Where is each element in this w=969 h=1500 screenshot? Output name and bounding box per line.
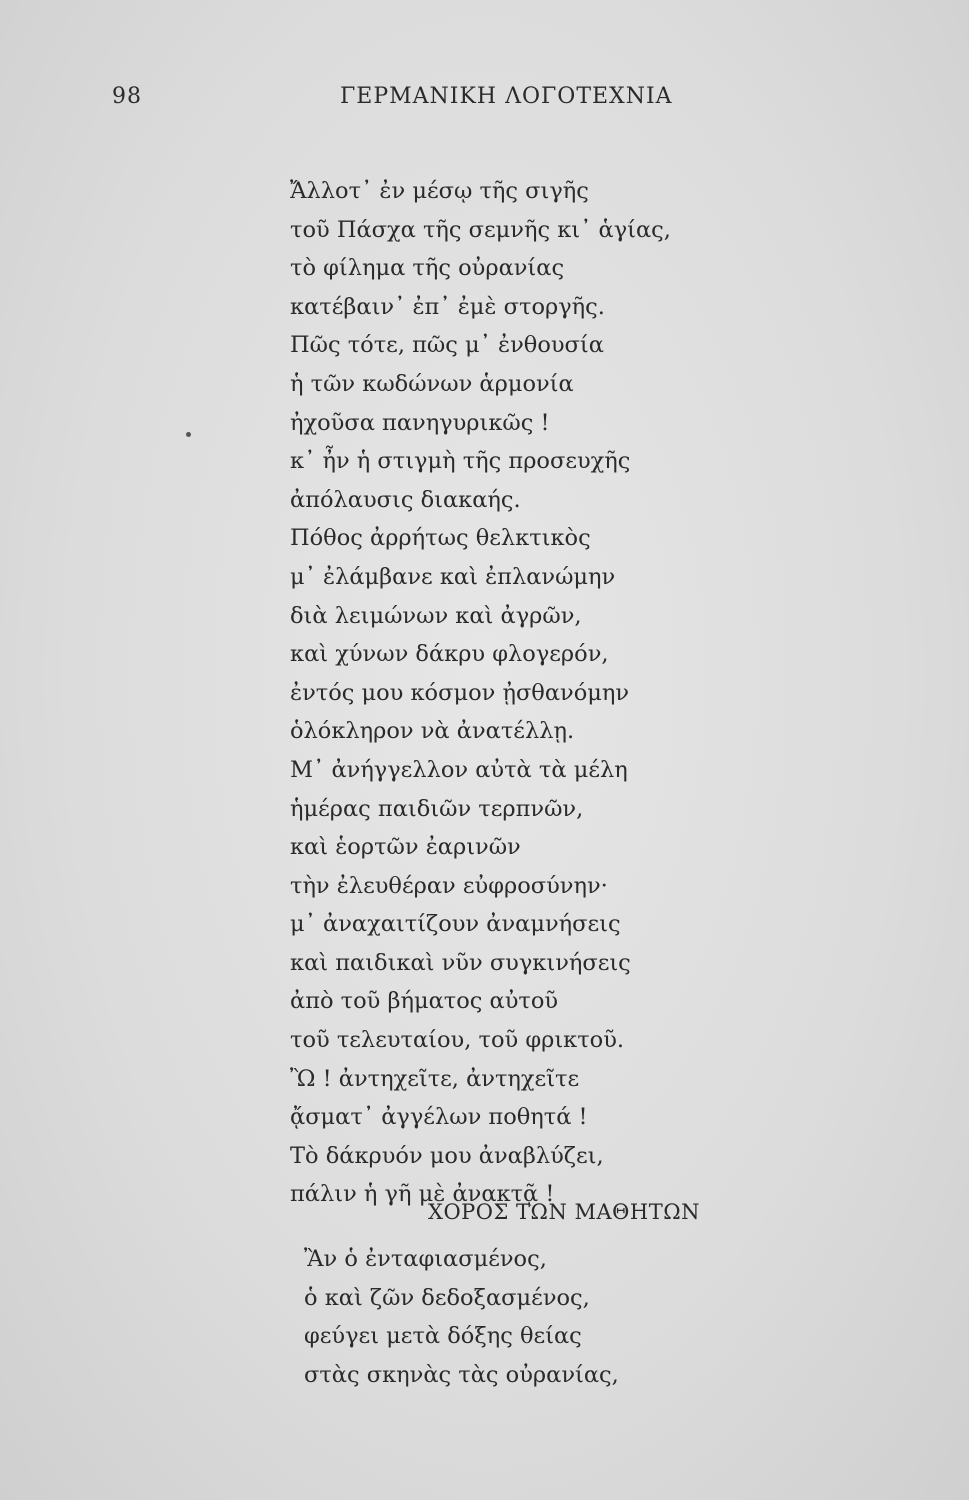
speaker-heading: ΧΟΡΟΣ ΤΩΝ ΜΑΘΗΤΩΝ <box>428 1200 700 1224</box>
verse-line: Ὢ ! ἀντηχεῖτε, ἀντηχεῖτε <box>290 1065 580 1092</box>
verse-line: ὁ καὶ ζῶν δεδοξασμένος, <box>304 1284 590 1311</box>
verse-line: διὰ λειμώνων καὶ ἀγρῶν, <box>290 602 582 629</box>
verse-line: ᾄσματ᾽ ἀγγέλων ποθητά ! <box>290 1104 588 1131</box>
verse-line: ἠχοῦσα πανηγυρικῶς ! <box>290 409 550 436</box>
verse-line: καὶ χύνων δάκρυ φλογερόν, <box>290 641 609 668</box>
verse-line: μ᾽ ἀναχαιτίζουν ἀναμνήσεις <box>290 911 621 938</box>
verse-line: τοῦ τελευταίου, τοῦ φρικτοῦ. <box>290 1027 625 1054</box>
poem-stanza-2 <box>304 1240 619 1394</box>
page-header <box>0 84 969 114</box>
verse-line: Πῶς τότε, πῶς μ᾽ ἐνθουσία <box>290 332 604 359</box>
verse-line: ἡ τῶν κωδώνων ἁρμονία <box>290 370 574 397</box>
verse-line: Τὸ δάκρυόν μου ἀναβλύζει, <box>290 1142 604 1169</box>
paper-speck <box>186 432 191 437</box>
verse-line: τὸ φίλημα τῆς οὐρανίας <box>290 255 565 282</box>
verse-line: Ἄλλοτ᾽ ἐν μέσῳ τῆς σιγῆς <box>290 178 589 204</box>
poem-stanza-1 <box>290 172 671 1214</box>
page-number: 98 <box>112 84 142 109</box>
running-title: ΓΕΡΜΑΝΙΚΗ ΛΟΓΟΤΕΧΝΙΑ <box>340 84 673 109</box>
verse-line: ὁλόκληρον νὰ ἀνατέλλῃ. <box>290 718 575 745</box>
verse-line: τὴν ἐλευθέραν εὐφροσύνην· <box>290 872 608 899</box>
verse-line: μ᾽ ἐλάμβανε καὶ ἐπλανώμην <box>290 563 616 590</box>
verse-line: φεύγει μετὰ δόξης θείας <box>304 1323 582 1350</box>
verse-line: Μ᾽ ἀνήγγελλον αὐτὰ τὰ μέλη <box>290 756 628 783</box>
verse-line: καὶ παιδικαὶ νῦν συγκινήσεις <box>290 949 631 976</box>
verse-line: πάλιν ἡ γῆ μὲ ἀνακτᾷ ! <box>290 1181 555 1208</box>
verse-line: καὶ ἑορτῶν ἐαρινῶν <box>290 834 521 861</box>
verse-line: ἡμέρας παιδιῶν τερπνῶν, <box>290 795 584 822</box>
verse-line: κ᾽ ἦν ἡ στιγμὴ τῆς προσευχῆς <box>290 448 631 475</box>
verse-line: κατέβαιν᾽ ἐπ᾽ ἐμὲ στοργῆς. <box>290 293 605 320</box>
verse-line: Ἂν ὁ ἐνταφιασμένος, <box>304 1246 547 1272</box>
verse-line: τοῦ Πάσχα τῆς σεμνῆς κι᾽ ἁγίας, <box>290 216 671 243</box>
verse-line: Πόθος ἀρρήτως θελκτικὸς <box>290 525 591 552</box>
verse-line: ἀπὸ τοῦ βήματος αὐτοῦ <box>290 988 559 1015</box>
verse-line: ἐντός μου κόσμον ᾐσθανόμην <box>290 679 630 706</box>
verse-line: ἀπόλαυσις διακαής. <box>290 486 521 513</box>
verse-line: στὰς σκηνὰς τὰς οὐρανίας, <box>304 1361 619 1388</box>
